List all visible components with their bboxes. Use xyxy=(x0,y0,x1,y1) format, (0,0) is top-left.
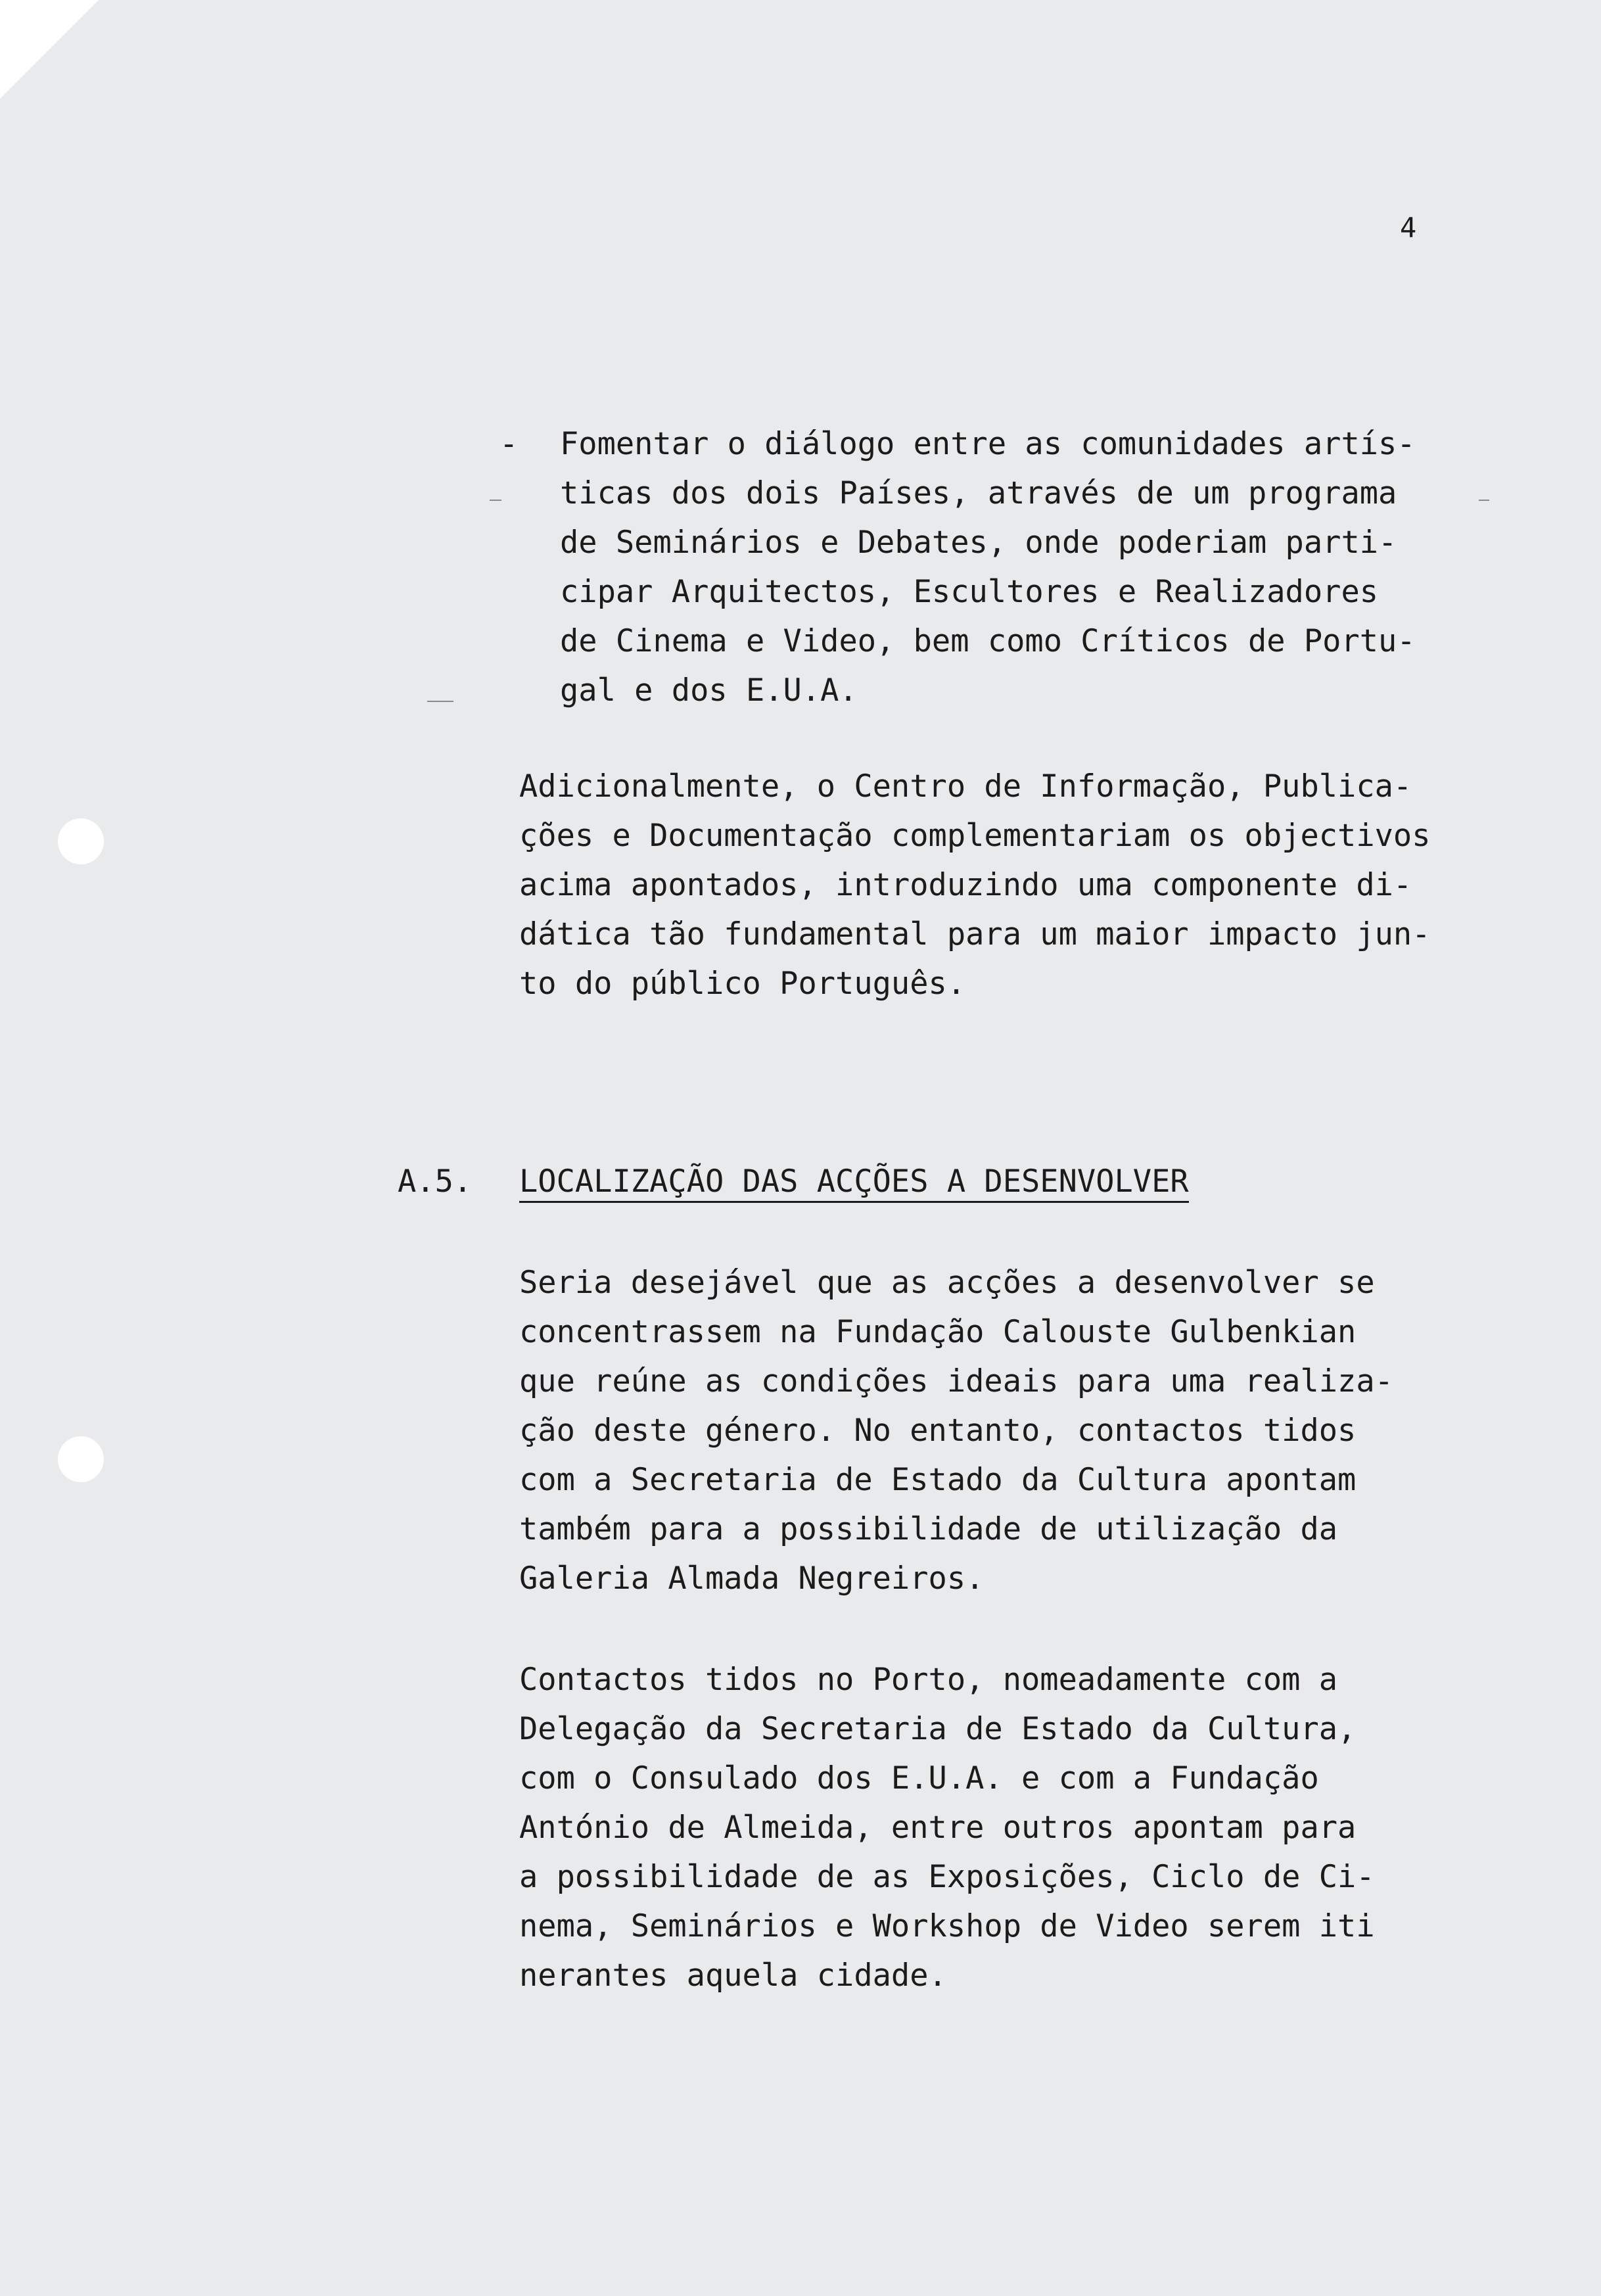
text-line: gal e dos E.U.A. xyxy=(560,672,858,709)
text-line: dática tão fundamental para um maior impacto jun- xyxy=(519,916,1431,952)
text-line: nema, Seminários e Workshop de Video serem iti xyxy=(519,1908,1375,1944)
text-line: António de Almeida, entre outros apontam para xyxy=(519,1810,1357,1846)
bullet-marker xyxy=(499,419,518,469)
text-line: que reúne as condições ideais para uma realiza- xyxy=(519,1363,1393,1399)
punch-hole-top xyxy=(58,818,104,864)
section-number: A.5. xyxy=(398,1163,473,1200)
scan-speck xyxy=(1479,500,1489,501)
text-line: to do público Português. xyxy=(519,966,966,1002)
punch-hole-bottom xyxy=(58,1436,104,1482)
text-line: ção deste género. No entanto, contactos tidos xyxy=(519,1413,1357,1449)
text-line: também para a possibilidade de utilização da xyxy=(519,1511,1338,1547)
text-line: Delegação da Secretaria de Estado da Cultura, xyxy=(519,1711,1357,1747)
scan-speck xyxy=(490,500,501,501)
text-line: Galeria Almada Negreiros. xyxy=(519,1560,985,1597)
page-corner-shadow xyxy=(0,0,99,99)
section-title: LOCALIZAÇÃO DAS ACÇÕES A DESENVOLVER xyxy=(519,1163,1189,1203)
paragraph-porto-contacts xyxy=(519,1655,1375,2000)
bullet-item xyxy=(560,419,1416,715)
text-line: acima apontados, introduzindo uma componente di- xyxy=(519,867,1412,903)
scan-speck xyxy=(427,701,453,702)
text-line: nerantes aquela cidade. xyxy=(519,1957,947,1994)
text-line: Adicionalmente, o Centro de Informação, Publica- xyxy=(519,768,1412,805)
text-line: Seria desejável que as acções a desenvolver se xyxy=(519,1265,1375,1301)
paragraph-location xyxy=(519,1258,1393,1603)
text-line: Contactos tidos no Porto, nomeadamente com a xyxy=(519,1662,1338,1698)
text-line: concentrassem na Fundação Calouste Gulbenkian xyxy=(519,1314,1357,1350)
text-line: cipar Arquitectos, Escultores e Realizadores xyxy=(560,574,1379,610)
text-line: a possibilidade de as Exposições, Ciclo de Ci- xyxy=(519,1859,1375,1895)
text-line: ticas dos dois Países, através de um programa xyxy=(560,475,1397,511)
text-line: ções e Documentação complementariam os objectivos xyxy=(519,818,1431,854)
text-line: Fomentar o diálogo entre as comunidades artís- xyxy=(560,426,1416,462)
text-line: com a Secretaria de Estado da Cultura apontam xyxy=(519,1462,1357,1498)
bullet-dash: - xyxy=(499,426,519,462)
page-number: 4 xyxy=(1400,212,1417,244)
paragraph-additional-info xyxy=(519,762,1431,1008)
text-line: de Seminários e Debates, onde poderiam parti- xyxy=(560,525,1397,561)
text-line: de Cinema e Video, bem como Críticos de Portu- xyxy=(560,623,1416,659)
text-line: com o Consulado dos E.U.A. e com a Fundação xyxy=(519,1760,1319,1796)
